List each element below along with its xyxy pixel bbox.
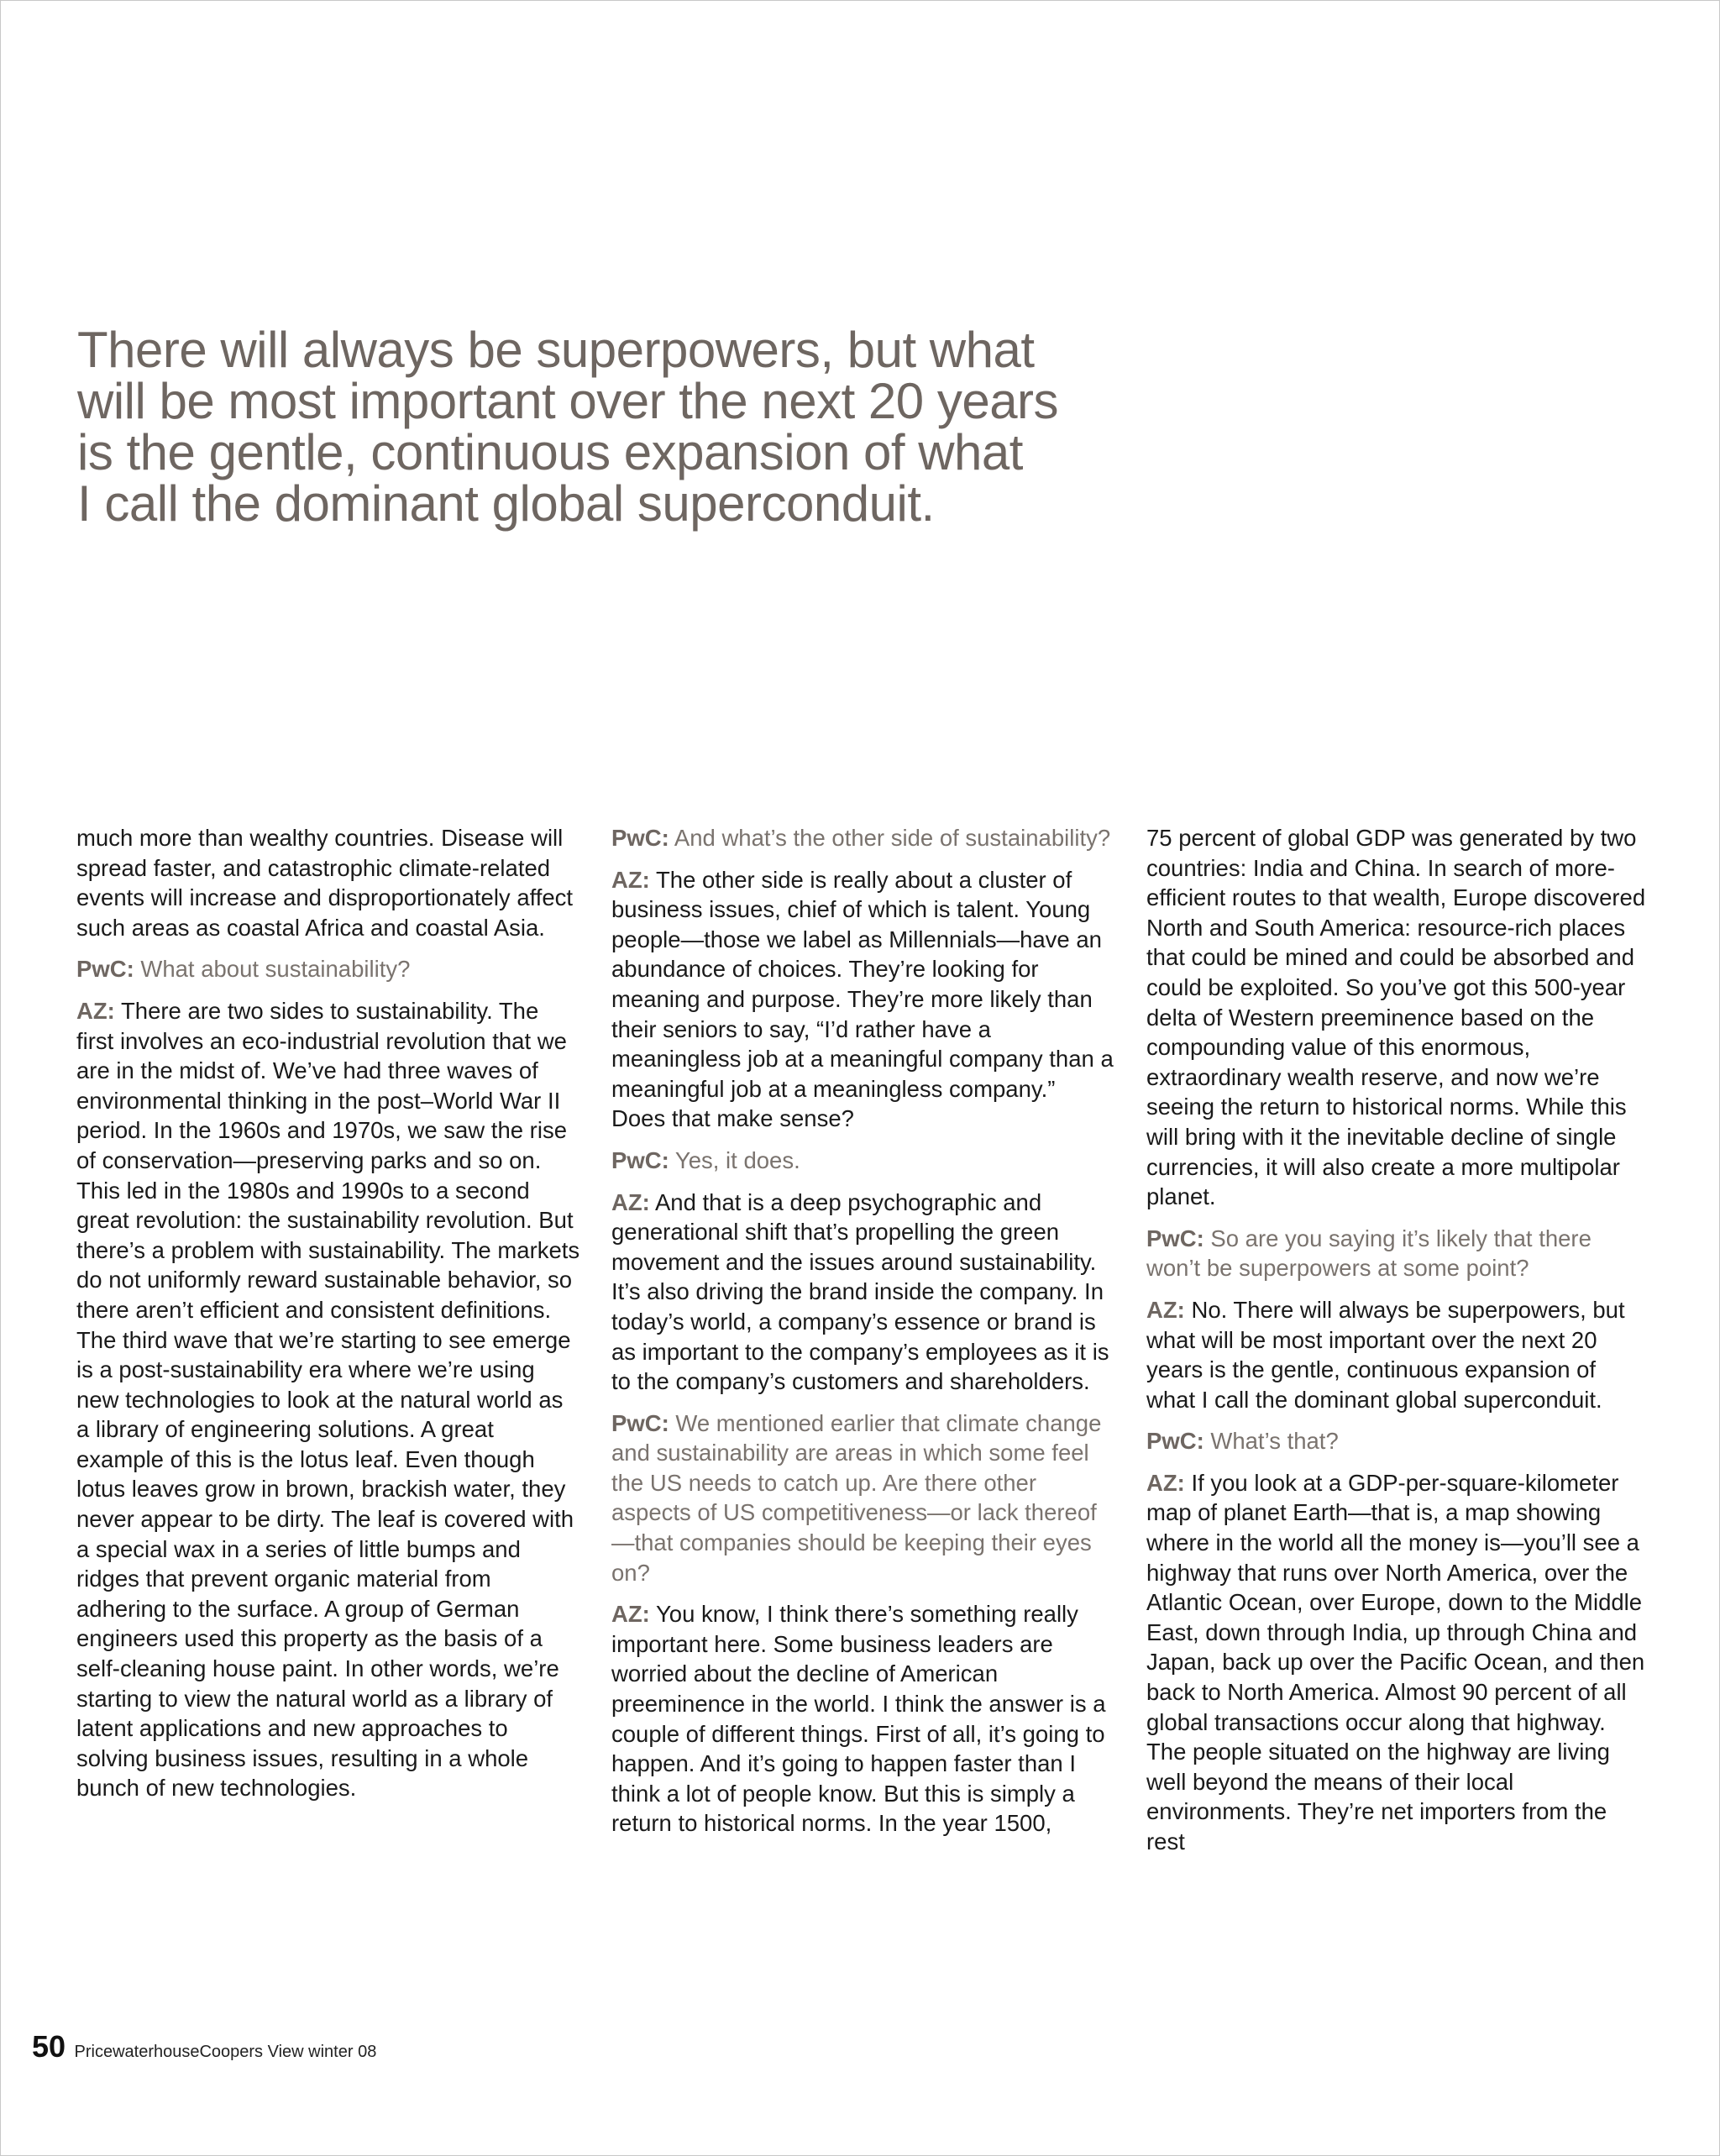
speaker-label: PwC:: [1146, 1428, 1204, 1455]
interviewer-question: [611, 823, 1115, 853]
question-text: Yes, it does.: [674, 1146, 800, 1173]
answer-text: The other side is really about a cluster of business issues, chief of which is talent. Young people—those we label as Millennials—have an abundance of choices. They’re looking for meaning and purpose. They’re more likely than their seniors to say, “I’d rather have a meaningless job at a meaningful company than a meaningful job at a meaningless company.” Does that make sense?: [611, 866, 1114, 1132]
interviewee-answer: [76, 996, 580, 1803]
page-footer: [32, 2029, 376, 2063]
interviewee-answer: [611, 1188, 1115, 1397]
question-text: And what’s the other side of sustainability?: [674, 825, 1111, 851]
interviewer-question: [1146, 1224, 1650, 1283]
answer-text: No. There will always be superpowers, but what will be most important over the next 20 years is the gentle, continuous expansion of what I call the dominant global superconduit.: [1146, 1296, 1625, 1413]
speaker-label: AZ:: [611, 866, 650, 893]
speaker-label: AZ:: [76, 997, 115, 1024]
speaker-label: AZ:: [1146, 1296, 1185, 1323]
continued-paragraph: much more than wealthy countries. Disease will spread faster, and catastrophic climate-related events will increase and disproportionately affect such areas as coastal Africa and coastal Asia.: [76, 825, 574, 941]
publication-name: PricewaterhouseCoopers View winter 08: [74, 2043, 377, 2061]
text-column-2: [611, 823, 1115, 1850]
question-text: We mentioned earlier that climate change and sustainability are areas in which some feel the US needs to catch up. Are there other aspects of US competitiveness—or lack thereof—that companies should be keeping their eyes on?: [611, 1409, 1102, 1586]
speaker-label: PwC:: [611, 1409, 669, 1436]
question-text: What’s that?: [1210, 1428, 1339, 1455]
pull-quote-line: is the gentle, continuous expansion of what: [77, 424, 1023, 480]
answer-text: There are two sides to sustainability. The first involves an eco-industrial revolution that we are in the midst of. We’ve had three waves of environmental thinking in the post–World War II period. In the 1960s and 1970s, we saw the rise of conservation—preserving parks and so on. This led in the 1980s and 1990s to a second great revolution: the sustainability revolution. But there’s a problem with sustainability. The markets do not uniformly reward sustainable behavior, so there aren’t efficient and consistent definitions. The third wave that we’re starting to see emerge is a post-sustainability era where we’re using new technologies to look at the natural world as a library of engineering solutions. A great example of this is the lotus leaf. Even though lotus leaves grow in brown, brackish water, they never appear to be dirty. The leaf is covered with a special wax in a series of little bumps and ridges that prevent organic material from adhering to the surface. A group of German engineers used this property as the basis of a self-cleaning house paint. In other words, we’re starting to view the natural world as a library of latent applications and new approaches to solving business issues, resulting in a whole bunch of new technologies.: [76, 997, 580, 1802]
pull-quote: [77, 322, 1127, 532]
page-number: 50: [32, 2029, 66, 2064]
answer-text: You know, I think there’s something really important here. Some business leaders are worried about the decline of American preeminence in the world. I think the answer is a couple of different things. First of all, it’s going to happen. And it’s going to happen faster than I think a lot of people know. But this is simply a return to historical norms. In the year 1500,: [611, 1601, 1106, 1837]
continued-paragraph: 75 percent of global GDP was generated by two countries: India and China. In search of more-efficient routes to that wealth, Europe discovered North and South America: resource-rich places that could be mined and could be absorbed and could be exploited. So you’ve got this 500-year delta of Western preeminence based on the compounding value of this enormous, extraordinary wealth reserve, and now we’re seeing the return to historical norms. While this will bring with it the inevitable decline of single currencies, it will also create a more multipolar planet.: [1146, 825, 1646, 1210]
answer-text: If you look at a GDP-per-square-kilometer map of planet Earth—that is, a map showing where in the world all the money is—you’ll see a highway that runs over North America, over the Atlantic Ocean, over Europe, down to the Middle East, down through India, up through China and Japan, back up over the Pacific Ocean, and then back to North America. Almost 90 percent of all global transactions occur along that highway. The people situated on the highway are living well beyond the means of their local environments. They’re net importers from the rest: [1146, 1469, 1645, 1854]
speaker-label: PwC:: [611, 1146, 669, 1173]
interviewer-question: [611, 1146, 1115, 1176]
interviewee-answer: [1146, 1295, 1650, 1414]
speaker-label: PwC:: [1146, 1225, 1204, 1251]
text-column-3: [1146, 823, 1650, 1869]
speaker-label: AZ:: [1146, 1469, 1185, 1496]
pull-quote-line: There will always be superpowers, but what: [77, 322, 1035, 378]
interviewee-answer: [611, 865, 1115, 1134]
speaker-label: AZ:: [611, 1601, 650, 1628]
interviewer-question: [611, 1408, 1115, 1588]
interviewer-question: [76, 954, 580, 984]
pull-quote-line: I call the dominant global superconduit.: [77, 475, 935, 532]
text-column-1: [76, 823, 580, 1815]
speaker-label: PwC:: [76, 956, 134, 983]
question-text: So are you saying it’s likely that there won’t be superpowers at some point?: [1146, 1225, 1592, 1282]
interviewee-answer: [611, 1599, 1115, 1839]
pull-quote-line: will be most important over the next 20 years: [77, 373, 1059, 429]
speaker-label: AZ:: [611, 1188, 650, 1215]
question-text: What about sustainability?: [140, 956, 411, 983]
interviewee-answer: [1146, 1468, 1650, 1857]
speaker-label: PwC:: [611, 825, 669, 851]
answer-text: And that is a deep psychographic and generational shift that’s propelling the green movement and the issues around sustainability. It’s also driving the brand inside the company. In today’s world, a company’s essence or brand is as important to the company’s employees as it is to the company’s customers and shareholders.: [611, 1188, 1109, 1395]
interviewer-question: [1146, 1426, 1650, 1456]
